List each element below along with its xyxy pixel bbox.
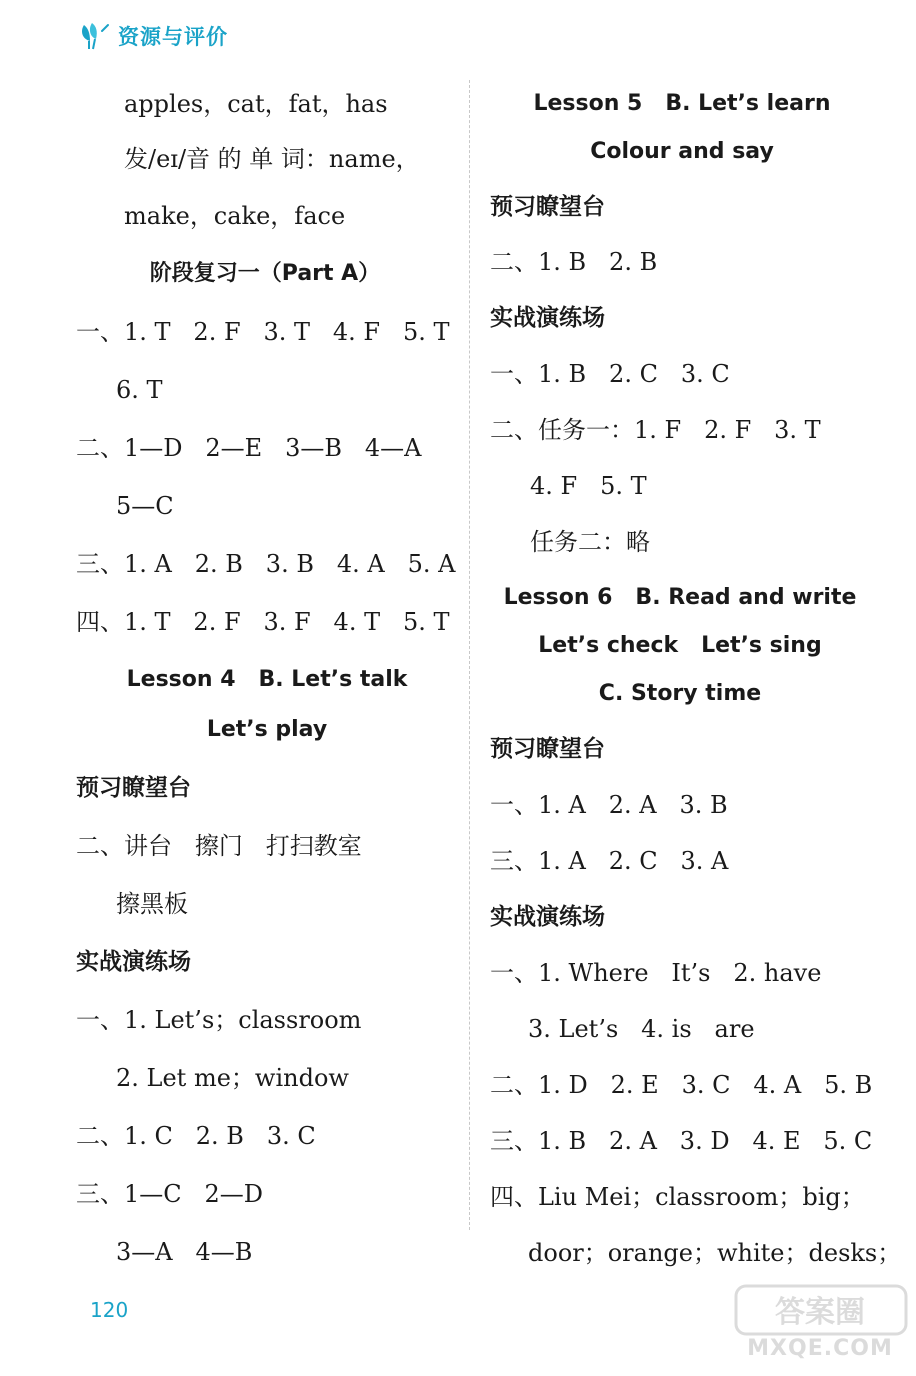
answer-line: door；orange；white；desks； (528, 1239, 902, 1267)
answer-line: 任务二：略 (530, 528, 650, 556)
answer-line: 二、1. B 2. B (490, 248, 658, 276)
lesson-subheading: Let’s play (206, 717, 328, 742)
section-label: 实战演练场 (490, 904, 605, 930)
lesson-heading: Lesson 4 B. Let’s talk (126, 667, 408, 692)
lesson-heading: Lesson 5 B. Let’s learn (533, 91, 831, 116)
answer-line: 3. Let’s 4. is are (528, 1015, 755, 1043)
answer-line: 三、1. B 2. A 3. D 4. E 5. C (490, 1127, 873, 1155)
section-label: 预习瞭望台 (490, 736, 605, 762)
section-label: 实战演练场 (490, 305, 605, 331)
header-title: 资源与评价 (118, 25, 228, 49)
answer-line: 三、1. A 2. B 3. B 4. A 5. A (76, 550, 456, 578)
answer-line: 一、1. Let’s；classroom (76, 1006, 362, 1034)
watermark-logo-icon (730, 1280, 910, 1340)
page-number: 120 (90, 1298, 129, 1322)
watermark-logo-text: 答案圈 (775, 1295, 865, 1330)
answer-line: make，cake，face (124, 202, 346, 230)
answer-line: 二、任务一：1. F 2. F 3. T (490, 416, 821, 444)
lesson-subheading: Let’s check Let’s sing (538, 633, 822, 658)
answer-line: 一、1. T 2. F 3. T 4. F 5. T (76, 318, 450, 346)
answer-line: 二、讲台 擦门 打扫教室 (76, 832, 362, 860)
answer-line: 6. T (116, 376, 163, 404)
section-label: 预习瞭望台 (76, 775, 191, 801)
lesson-subheading: Colour and say (590, 139, 774, 164)
lesson-subheading: C. Story time (598, 681, 762, 706)
watermark-text: MXQE.COM (747, 1336, 893, 1361)
answer-line: 一、1. A 2. A 3. B (490, 791, 728, 819)
answer-line: 三、1. A 2. C 3. A (490, 847, 729, 875)
answer-line: 一、1. Where It’s 2. have (490, 959, 822, 987)
answer-line: apples，cat，fat，has (124, 90, 388, 118)
answer-line: 二、1. C 2. B 3. C (76, 1122, 316, 1150)
answer-line: 2. Let me；window (116, 1064, 349, 1092)
answer-line: 发/eɪ/音 的 单 词：name， (124, 145, 420, 173)
watermark (730, 1280, 910, 1370)
section-label: 实战演练场 (76, 949, 191, 975)
page-header (78, 18, 228, 54)
lesson-heading: Lesson 6 B. Read and write (503, 585, 857, 610)
answer-line: 二、1. D 2. E 3. C 4. A 5. B (490, 1071, 873, 1099)
answer-line: 一、1. B 2. C 3. C (490, 360, 730, 388)
section-label: 预习瞭望台 (490, 194, 605, 220)
answer-line: 4. F 5. T (530, 472, 647, 500)
answer-line: 四、Liu Mei；classroom；big； (490, 1183, 865, 1211)
answer-line: 三、1—C 2—D (76, 1180, 264, 1208)
answer-line: 3—A 4—B (116, 1238, 253, 1266)
answer-line: 5—C (116, 492, 174, 520)
leaf-logo-icon (78, 21, 114, 51)
answer-line: 二、1—D 2—E 3—B 4—A (76, 434, 422, 462)
answer-line: 擦黑板 (116, 890, 188, 918)
section-heading: 阶段复习一（Part A） (149, 261, 381, 286)
answer-line: 四、1. T 2. F 3. F 4. T 5. T (76, 608, 450, 636)
